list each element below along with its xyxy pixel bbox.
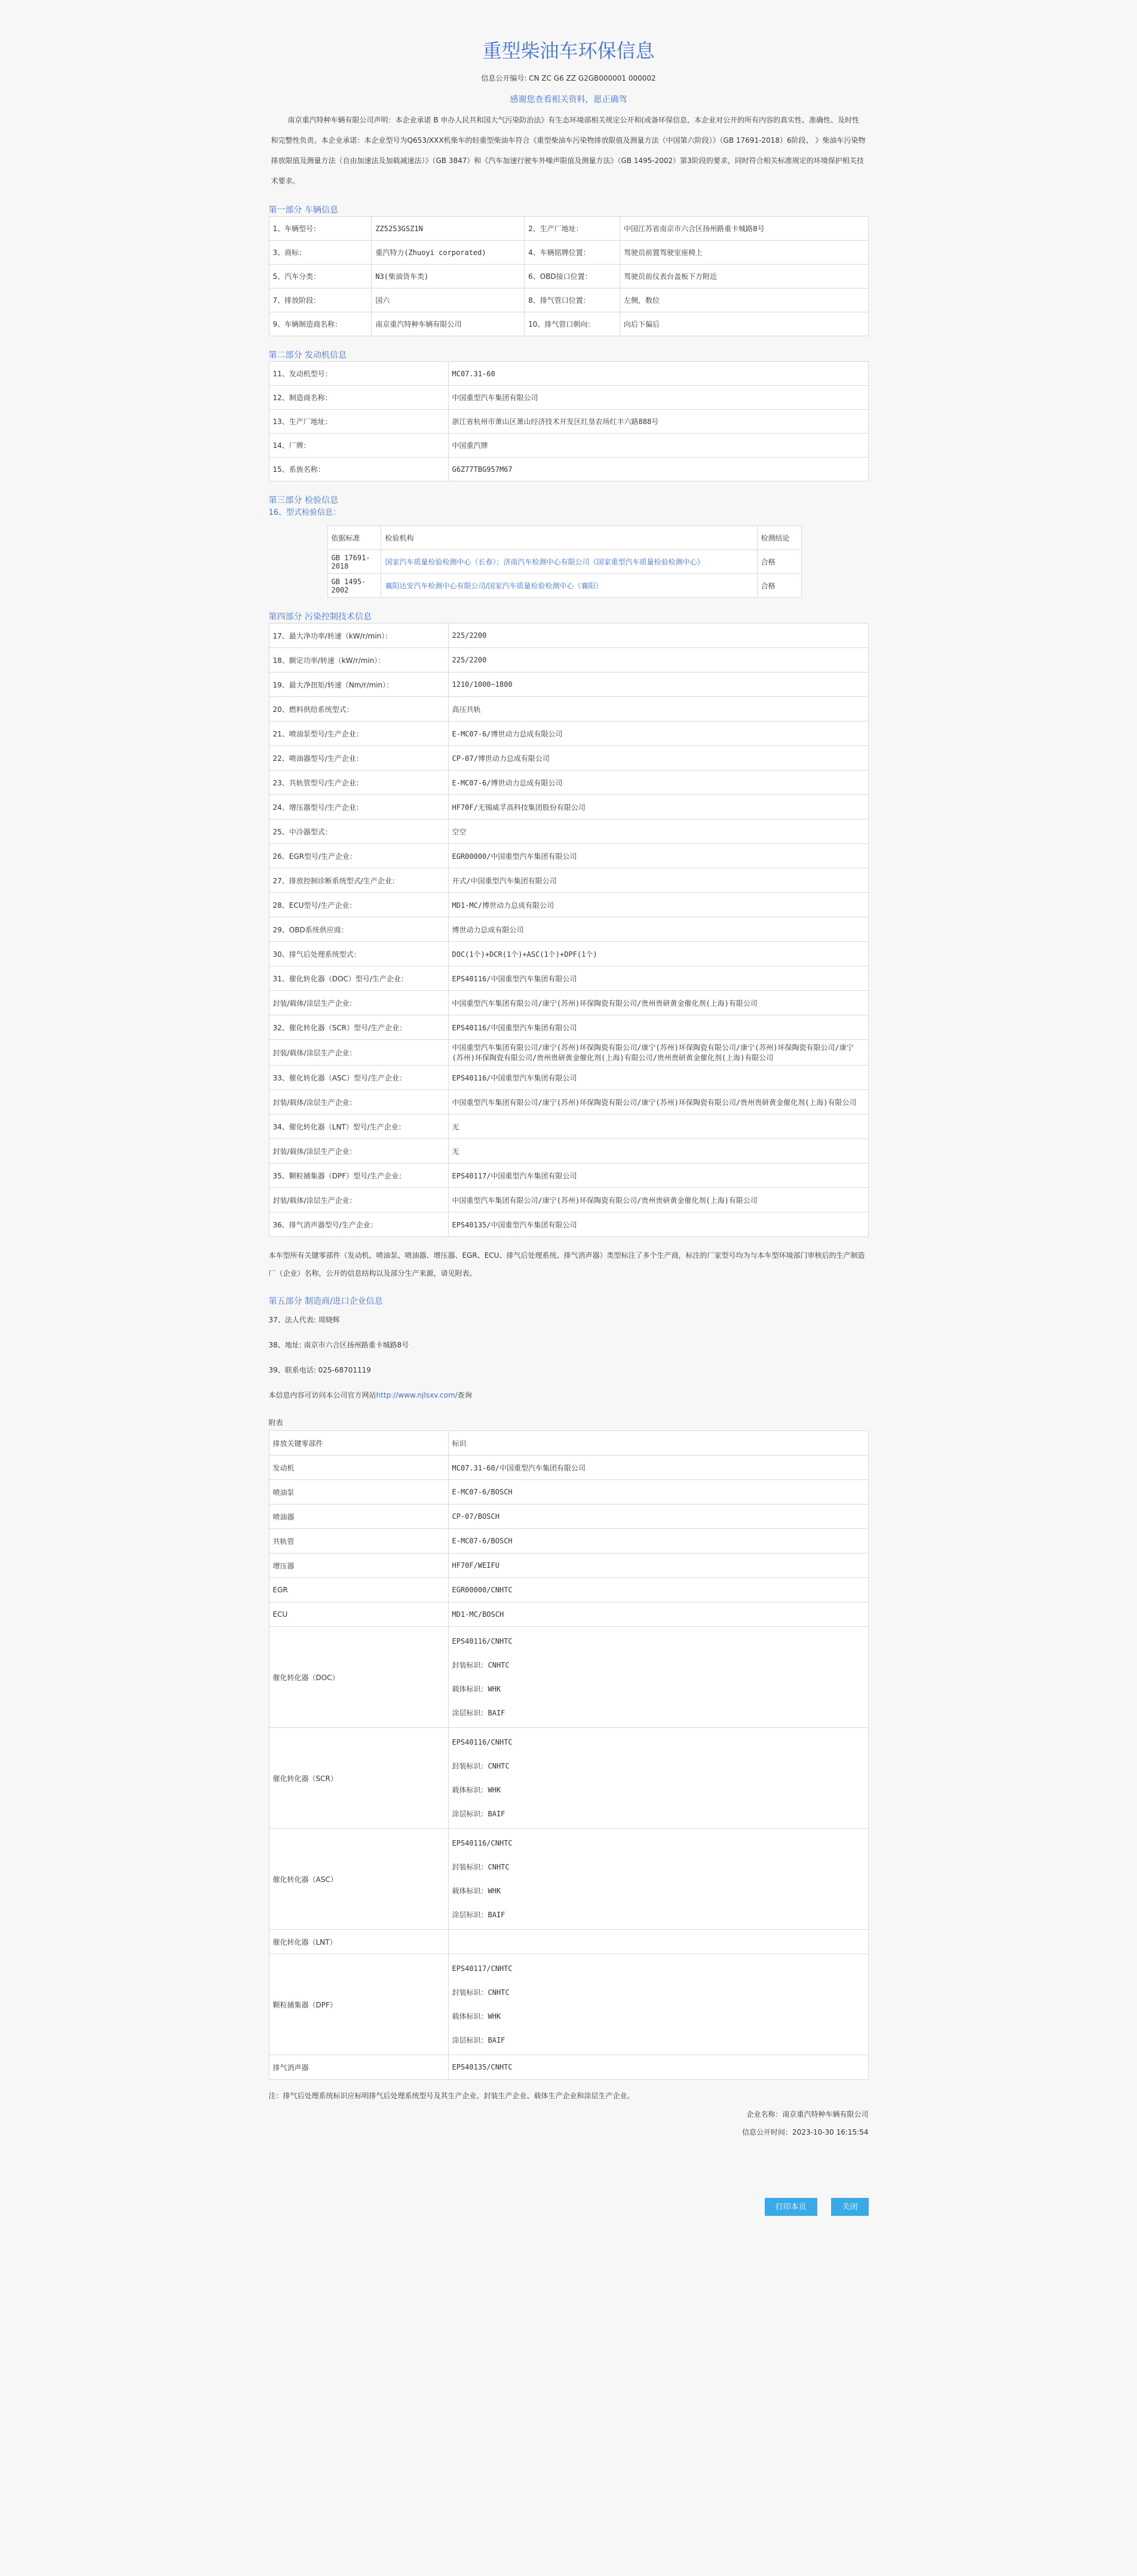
component-marks [448, 1505, 868, 1529]
field-label: 35、颗粒捕集器（DPF）型号/生产企业： [269, 1163, 448, 1188]
table-row [269, 1480, 868, 1505]
table-row [269, 893, 868, 917]
page [269, 0, 869, 2216]
field-value: 中国重型汽车集团有限公司/康宁(苏州)环保陶瓷有限公司/贵州贵研黄金催化剂(上海)有限公司 [448, 1188, 868, 1212]
component-mark-line: HF70F/WEIFU [452, 1561, 499, 1570]
close-button[interactable]: 关闭 [831, 2198, 868, 2216]
component-name: 颗粒捕集器（DPF） [269, 1954, 448, 2055]
field-value: 中国重型汽车集团有限公司 [448, 386, 868, 410]
field-value: 开式/中国重型汽车集团有限公司 [448, 868, 868, 893]
table-row [269, 434, 868, 458]
field-label: 34、催化转化器（LNT）型号/生产企业： [269, 1114, 448, 1139]
component-mark-line: 涂层标识：BAIF [452, 1810, 505, 1818]
table-row [269, 1212, 868, 1237]
table-row [269, 991, 868, 1015]
field-value: 中国江苏省南京市六合区扬州路重卡城路8号 [620, 217, 868, 241]
website-query-prefix: 本信息内容可访问本公司官方网站 [268, 1391, 376, 1399]
page-title: 重型柴油车环保信息 [482, 39, 655, 62]
table-row [269, 1040, 868, 1066]
column-header: 排放关键零部件 [269, 1431, 448, 1456]
field-value: EPS40135/中国重型汽车集团有限公司 [448, 1212, 868, 1237]
manufacturer-info-line: 39、联系电话: 025-68701119 [268, 1366, 371, 1374]
field-label: 14、厂牌： [269, 434, 448, 458]
table-header-row [269, 1431, 868, 1456]
table-row [269, 217, 868, 241]
component-name: 催化转化器（LNT） [269, 1930, 448, 1954]
field-value: 驾驶员前置驾驶室座椅上 [620, 241, 868, 265]
field-label: 15、系族名称： [269, 458, 448, 481]
table-row [269, 410, 868, 434]
field-label: 22、喷油器型号/生产企业： [269, 746, 448, 770]
result-cell: 合格 [757, 550, 801, 574]
field-value: 驾驶员前仪表台盖板下方附近 [620, 265, 868, 288]
result-cell: 合格 [757, 574, 801, 598]
pollution-control-note: 本车型所有关键零部件（发动机、喷油泵、喷油器、增压器、EGR、ECU、排气后处理系统、排气消声器）类型标注了多个生产商，标注的厂家型号均为与本车型环境部门审核后的生产制造厂（企业）名称，公开的信息结构以及部分生产来源，请见附表。 [268, 1251, 865, 1278]
column-header: 依据标准 [327, 526, 381, 550]
table-row [269, 795, 868, 819]
component-name: 共轨管 [269, 1529, 448, 1553]
column-header: 检测结论 [757, 526, 801, 550]
table-header-row [327, 526, 801, 550]
field-label: 6、OBD接口位置： [525, 265, 620, 288]
table-row [269, 362, 868, 386]
field-value: MD1-MC/博世动力总成有限公司 [448, 893, 868, 917]
table-row [269, 288, 868, 312]
website-link[interactable]: http://www.njlsxv.com/ [376, 1391, 458, 1399]
component-name: EGR [269, 1578, 448, 1602]
section-manufacturer-title: 第五部分 制造商/进口企业信息 [268, 1297, 383, 1306]
component-mark-line: 封装标识：CNHTC [452, 1661, 510, 1669]
field-value: 重汽特力(Zhuoyi corporated) [372, 241, 525, 265]
attachment-table [269, 1430, 869, 2080]
field-value: 中国重型汽车集团有限公司/康宁(苏州)环保陶瓷有限公司/康宁(苏州)环保陶瓷有限公司/康宁(苏州)环保陶瓷有限公司/康宁(苏州)环保陶瓷有限公司/贵州贵研黄金催化剂(上海)有限公司/贵州贵研黄金催化剂(上海)有限公司 [448, 1040, 868, 1066]
table-row [269, 458, 868, 481]
component-mark-line: 涂层标识：BAIF [452, 1911, 505, 1919]
attachment-label: 附表 [268, 1419, 283, 1427]
type-inspection-subtitle: 16、型式检验信息： [268, 508, 341, 517]
field-label: 27、排放控制诊断系统型式/生产企业： [269, 868, 448, 893]
table-row [269, 1505, 868, 1529]
field-label: 30、排气后处理系统型式： [269, 942, 448, 966]
component-name: 喷油泵 [269, 1480, 448, 1505]
field-label: 封装/载体/涂层生产企业： [269, 1139, 448, 1163]
field-value: E-MC07-6/博世动力总成有限公司 [448, 721, 868, 746]
component-mark-line: EPS40116/CNHTC [452, 1637, 513, 1645]
inspection-agency-link[interactable]: 襄阳达安汽车检测中心有限公司/国家汽车质量检验检测中心（襄阳） [381, 574, 757, 598]
field-value: EPS40116/中国重型汽车集团有限公司 [448, 966, 868, 991]
table-row [269, 1015, 868, 1040]
field-value: 225/2200 [448, 648, 868, 673]
table-row [269, 648, 868, 673]
field-label: 17、最大净功率/转速（kW/r/min）： [269, 624, 448, 648]
table-row [269, 770, 868, 795]
component-mark-line: E-MC07-6/BOSCH [452, 1537, 513, 1545]
component-mark-line: 载体标识：WHK [452, 1685, 501, 1693]
table-row [269, 2055, 868, 2080]
field-label: 封装/载体/涂层生产企业： [269, 1090, 448, 1114]
table-row [269, 1578, 868, 1602]
table-row [269, 1728, 868, 1829]
field-label: 28、ECU型号/生产企业： [269, 893, 448, 917]
field-label: 32、催化转化器（SCR）型号/生产企业： [269, 1015, 448, 1040]
field-value: CP-07/博世动力总成有限公司 [448, 746, 868, 770]
component-marks [448, 1602, 868, 1627]
table-row [269, 312, 868, 336]
component-mark-line: EPS40117/CNHTC [452, 1964, 513, 1973]
vehicle-info-table [269, 216, 869, 336]
action-buttons [269, 2198, 869, 2216]
field-value: 高压共轨 [448, 697, 868, 721]
component-mark-line: 涂层标识：BAIF [452, 2036, 505, 2044]
manufacturer-info-line: 38、地址: 南京市六合区扬州路重卡城路8号 [268, 1341, 409, 1349]
table-row [269, 1829, 868, 1930]
field-label: 2、生产厂地址： [525, 217, 620, 241]
field-value: 中国重汽牌 [448, 434, 868, 458]
column-header: 标识 [448, 1431, 868, 1456]
field-label: 3、商标： [269, 241, 372, 265]
component-marks [448, 1954, 868, 2055]
field-label: 1、车辆型号： [269, 217, 372, 241]
field-label: 封装/载体/涂层生产企业： [269, 991, 448, 1015]
table-row [269, 1139, 868, 1163]
table-row [269, 265, 868, 288]
table-row [269, 1930, 868, 1954]
field-label: 24、增压器型号/生产企业： [269, 795, 448, 819]
field-label: 25、中冷器型式： [269, 819, 448, 844]
table-row [269, 917, 868, 942]
component-mark-line: EGR00000/CNHTC [452, 1586, 513, 1594]
component-marks [448, 1480, 868, 1505]
engine-info-table [269, 361, 869, 481]
footnote: 注：排气后处理系统标识应标明排气后处理系统型号及其生产企业、封装生产企业、载体生产企业和涂层生产企业。 [268, 2092, 635, 2100]
component-mark-line: EPS40116/CNHTC [452, 1839, 513, 1847]
field-value: EPS40116/中国重型汽车集团有限公司 [448, 1015, 868, 1040]
table-row [327, 550, 801, 574]
field-value: ZZ5253GSZ1N [372, 217, 525, 241]
field-label: 23、共轨管型号/生产企业： [269, 770, 448, 795]
component-name: 催化转化器（ASC） [269, 1829, 448, 1930]
component-marks [448, 1553, 868, 1578]
pollution-control-table [269, 623, 869, 1237]
field-value: 无 [448, 1114, 868, 1139]
table-row [269, 1529, 868, 1553]
table-row [327, 574, 801, 598]
section-engine-title: 第二部分 发动机信息 [268, 351, 347, 360]
table-row [269, 1602, 868, 1627]
inspection-agency-link[interactable]: 国家汽车质量检验检测中心（长春）；济南汽车检测中心有限公司《国家重型汽车质量检验检测中心》 [381, 550, 757, 574]
table-row [269, 1090, 868, 1114]
component-mark-line: 涂层标识：BAIF [452, 1709, 505, 1717]
field-label: 31、催化转化器（DOC）型号/生产企业： [269, 966, 448, 991]
component-marks [448, 1578, 868, 1602]
table-row [269, 386, 868, 410]
field-label: 9、车辆制造商名称： [269, 312, 372, 336]
field-label: 13、生产厂地址： [269, 410, 448, 434]
section-inspection-title: 第三部分 检验信息 [268, 496, 338, 505]
table-row [269, 1188, 868, 1212]
field-value: HF70F/无锡威孚高科技集团股份有限公司 [448, 795, 868, 819]
field-label: 11、发动机型号： [269, 362, 448, 386]
component-marks [448, 1627, 868, 1728]
field-label: 10、排气管口朝向： [525, 312, 620, 336]
component-mark-line: 封装标识：CNHTC [452, 1988, 510, 1997]
component-mark-line: MD1-MC/BOSCH [452, 1610, 504, 1619]
field-label: 18、额定功率/转速（kW/r/min）： [269, 648, 448, 673]
standard-cell: GB 17691-2018 [327, 550, 381, 574]
component-mark-line: MC07.31-60/中国重型汽车集团有限公司 [452, 1463, 586, 1472]
table-row [269, 1456, 868, 1480]
field-label: 21、喷油泵型号/生产企业： [269, 721, 448, 746]
field-value: 无 [448, 1139, 868, 1163]
table-row [269, 1627, 868, 1728]
component-name: ECU [269, 1602, 448, 1627]
table-row [269, 721, 868, 746]
table-row [269, 966, 868, 991]
component-mark-line: E-MC07-6/BOSCH [452, 1488, 513, 1496]
field-label: 8、排气管口位置： [525, 288, 620, 312]
field-label: 封装/载体/涂层生产企业： [269, 1040, 448, 1066]
field-value: 向后下偏后 [620, 312, 868, 336]
field-value: 225/2200 [448, 624, 868, 648]
table-row [269, 819, 868, 844]
field-value: N3(柴油货车类) [372, 265, 525, 288]
field-label: 33、催化转化器（ASC）型号/生产企业： [269, 1066, 448, 1090]
table-row [269, 1114, 868, 1139]
table-row [269, 624, 868, 648]
field-label: 5、汽车分类： [269, 265, 372, 288]
publish-time: 信息公开时间：2023-10-30 16:15:54 [742, 2128, 869, 2136]
column-header: 检验机构 [381, 526, 757, 550]
component-mark-line: CP-07/BOSCH [452, 1512, 499, 1521]
standard-cell: GB 1495-2002 [327, 574, 381, 598]
table-row [269, 697, 868, 721]
component-name: 增压器 [269, 1553, 448, 1578]
component-marks [448, 1829, 868, 1930]
table-row [269, 1066, 868, 1090]
component-mark-line: 载体标识：WHK [452, 1887, 501, 1895]
field-value: 左侧，数位 [620, 288, 868, 312]
manufacturer-info-line: 37、法人代表: 周晓辉 [268, 1316, 340, 1324]
website-query-line [269, 1383, 869, 1408]
field-value: 空空 [448, 819, 868, 844]
inspection-table [327, 526, 802, 598]
table-row [269, 746, 868, 770]
table-row [269, 673, 868, 697]
field-value: 南京重汽特种车辆有限公司 [372, 312, 525, 336]
section-pollution-control-title: 第四部分 污染控制技术信息 [268, 612, 372, 622]
field-value: 浙江省杭州市萧山区萧山经济技术开发区红垦农场红丰六路888号 [448, 410, 868, 434]
table-row [269, 844, 868, 868]
component-mark-line: 载体标识：WHK [452, 2012, 501, 2021]
field-value: E-MC07-6/博世动力总成有限公司 [448, 770, 868, 795]
table-row [269, 868, 868, 893]
field-value: EPS40117/中国重型汽车集团有限公司 [448, 1163, 868, 1188]
component-mark-line: 载体标识：WHK [452, 1786, 501, 1794]
component-name: 催化转化器（DOC） [269, 1627, 448, 1728]
field-label: 26、EGR型号/生产企业： [269, 844, 448, 868]
component-mark-line: EPS40116/CNHTC [452, 1738, 513, 1746]
field-value: 博世动力总成有限公司 [448, 917, 868, 942]
field-value: DOC(1个)+DCR(1个)+ASC(1个)+DPF(1个) [448, 942, 868, 966]
field-label: 29、OBD系统供应商： [269, 917, 448, 942]
field-label: 20、燃料供给系统型式： [269, 697, 448, 721]
component-marks [448, 1728, 868, 1829]
field-value: EGR00000/中国重型汽车集团有限公司 [448, 844, 868, 868]
component-marks [448, 2055, 868, 2080]
field-label: 19、最大净扭矩/转速（Nm/r/min）： [269, 673, 448, 697]
component-mark-line: EPS40135/CNHTC [452, 2063, 513, 2071]
table-row [269, 1954, 868, 2055]
component-mark-line: 封装标识：CNHTC [452, 1762, 510, 1770]
section-vehicle-title: 第一部分 车辆信息 [268, 205, 338, 215]
field-value: 中国重型汽车集团有限公司/康宁(苏州)环保陶瓷有限公司/贵州贵研黄金催化剂(上海)有限公司 [448, 991, 868, 1015]
component-name: 催化转化器（SCR） [269, 1728, 448, 1829]
field-value: MC07.31-60 [448, 362, 868, 386]
table-row [269, 241, 868, 265]
table-row [269, 1163, 868, 1188]
field-value: 国六 [372, 288, 525, 312]
component-marks [448, 1529, 868, 1553]
field-value: 1210/1000~1800 [448, 673, 868, 697]
field-label: 7、排放阶段： [269, 288, 372, 312]
intro-paragraph: 南京重汽特种车辆有限公司声明：本企业承诺 B 申办人民共和国大气污染防治法》有生态环境部相关规定公开和(或备环保信息，本企业对公开的所有内容的真实性、准确性、及时性和完整性负责。本企业承诺：本企业型号为Q653/XXX机柴车的轻重型柴油车符合《重型柴油车污染物排放限值及测量方法（中国第六阶段）》（GB 17691-2018）6阶段、 》柴油车污染物排放限值及测量方法（自由加速法及加载减速法）》（GB 3847）和《汽车加速行驶车外噪声限值及测量方法》（GB 1495-2002）第3阶段的要求，同时符合相关标准规定的环境保护相关技术要求。 [271, 116, 866, 185]
print-button[interactable]: 打印本页 [765, 2198, 817, 2216]
component-marks [448, 1930, 868, 1954]
component-marks [448, 1456, 868, 1480]
component-name: 发动机 [269, 1456, 448, 1480]
field-label: 封装/载体/涂层生产企业： [269, 1188, 448, 1212]
table-row [269, 1553, 868, 1578]
website-query-suffix: 查询 [457, 1391, 472, 1399]
thanks-line: 感谢您查看相关资料，愿正确驾 [510, 95, 627, 105]
table-row [269, 942, 868, 966]
component-name: 排气消声器 [269, 2055, 448, 2080]
field-value: G6Z77TBG957M67 [448, 458, 868, 481]
company-name: 企业名称：南京重汽特种车辆有限公司 [746, 2110, 869, 2118]
field-value: 中国重型汽车集团有限公司/康宁(苏州)环保陶瓷有限公司/康宁(苏州)环保陶瓷有限公司/贵州贵研黄金催化剂(上海)有限公司 [448, 1090, 868, 1114]
component-mark-line: 封装标识：CNHTC [452, 1863, 510, 1871]
field-value: EPS40116/中国重型汽车集团有限公司 [448, 1066, 868, 1090]
field-label: 4、车辆铭牌位置： [525, 241, 620, 265]
field-label: 12、制造商名称： [269, 386, 448, 410]
field-label: 36、排气消声器型号/生产企业： [269, 1212, 448, 1237]
notice-number: 信息公开编号: CN ZC G6 ZZ G2GB000001 000002 [481, 74, 656, 82]
component-name: 喷油器 [269, 1505, 448, 1529]
